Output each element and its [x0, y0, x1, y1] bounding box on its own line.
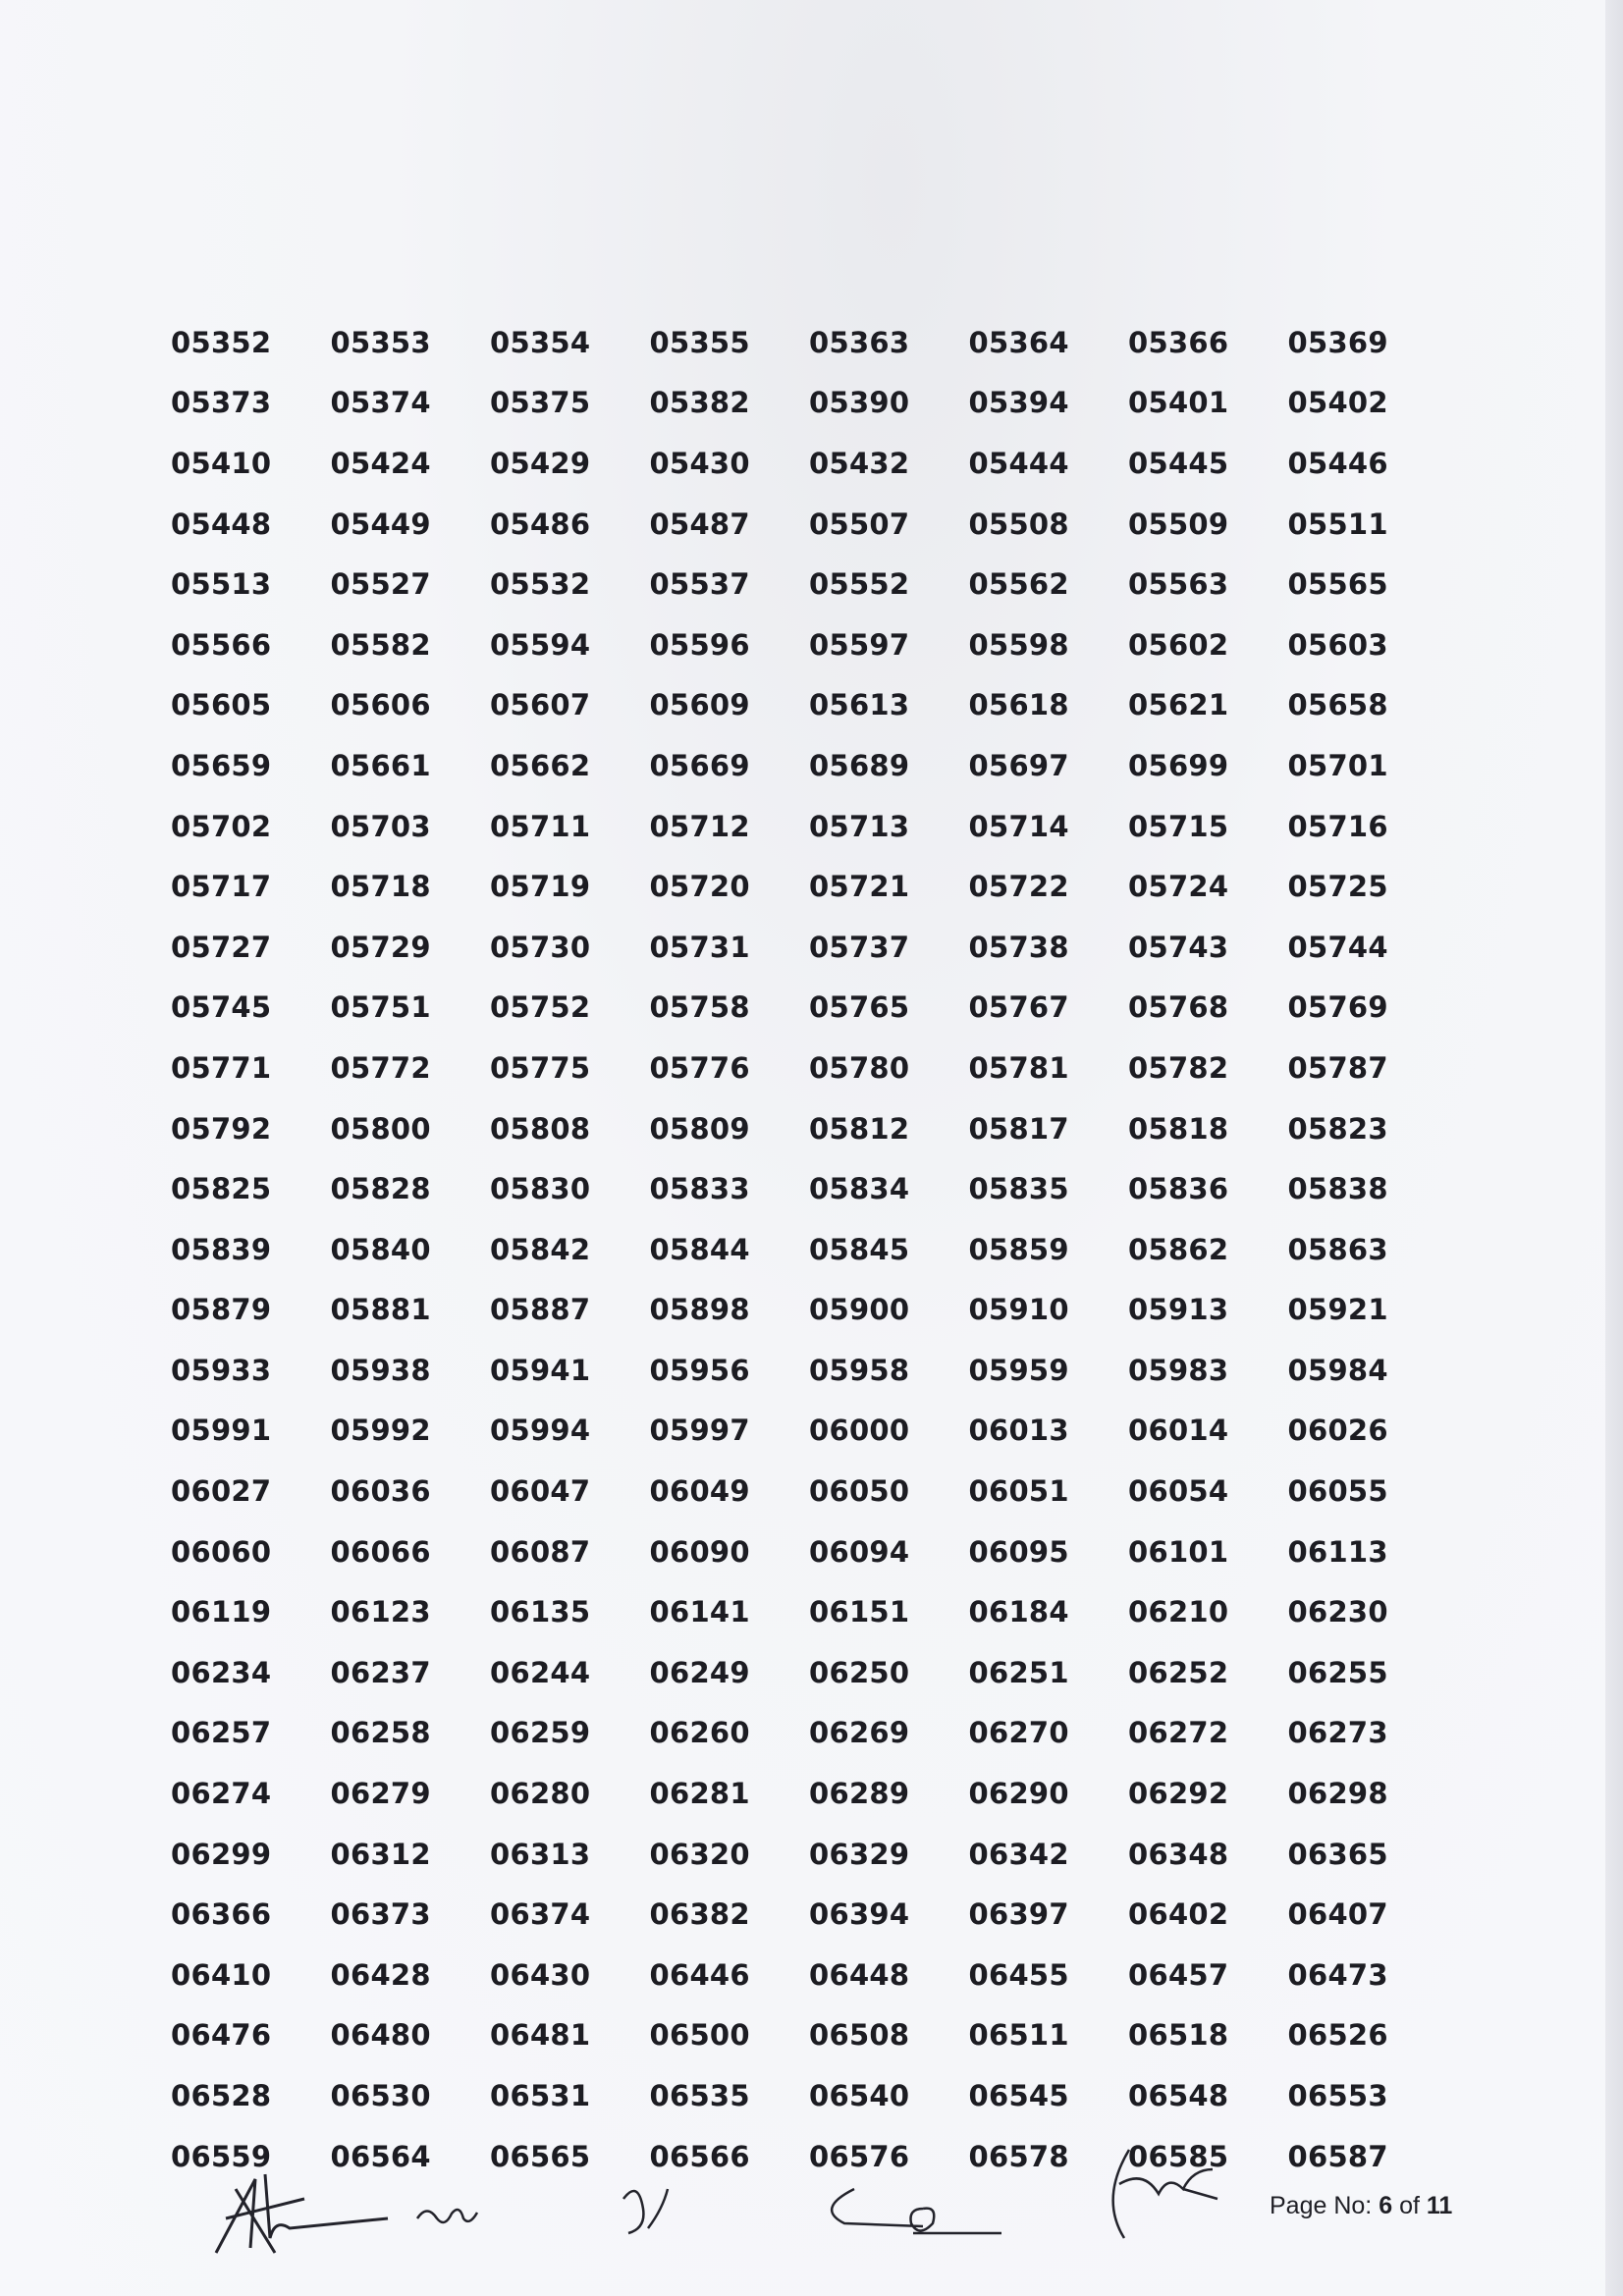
- roll-number: 06585: [1128, 2139, 1229, 2173]
- number-row: [171, 1642, 1447, 1703]
- roll-number: 06407: [1287, 1897, 1388, 1932]
- roll-number: 05598: [968, 627, 1069, 662]
- number-row: [171, 1038, 1447, 1098]
- roll-number: 05834: [809, 1172, 910, 1206]
- roll-number: 05956: [649, 1353, 750, 1387]
- roll-number: 06257: [171, 1716, 272, 1750]
- roll-number: 06518: [1128, 2018, 1229, 2053]
- roll-number: 06476: [171, 2018, 272, 2053]
- roll-number: 06480: [330, 2018, 431, 2053]
- roll-number: 06055: [1287, 1474, 1388, 1509]
- roll-number: 06565: [490, 2139, 591, 2173]
- roll-number: 05772: [330, 1050, 431, 1085]
- roll-number: 05782: [1128, 1050, 1229, 1085]
- roll-number: 06210: [1128, 1595, 1229, 1629]
- roll-number: 05448: [171, 507, 272, 541]
- roll-number: 05714: [968, 809, 1069, 843]
- roll-number: 06545: [968, 2079, 1069, 2113]
- number-row: [171, 1581, 1447, 1642]
- roll-number: 05507: [809, 507, 910, 541]
- roll-number: 05765: [809, 990, 910, 1025]
- roll-number: 06036: [330, 1474, 431, 1509]
- roll-number: 06141: [649, 1595, 750, 1629]
- roll-number: 06373: [330, 1897, 431, 1932]
- roll-number: 06095: [968, 1534, 1069, 1569]
- roll-number: 05800: [330, 1111, 431, 1146]
- roll-number: 05532: [490, 567, 591, 602]
- roll-number: 06455: [968, 1957, 1069, 1992]
- roll-number: 05701: [1287, 748, 1388, 782]
- roll-number: 06531: [490, 2079, 591, 2113]
- roll-number: 05562: [968, 567, 1069, 602]
- roll-number: 05566: [171, 627, 272, 662]
- roll-number: 05513: [171, 567, 272, 602]
- roll-number: 06394: [809, 1897, 910, 1932]
- roll-number: 05898: [649, 1293, 750, 1327]
- roll-number: 05597: [809, 627, 910, 662]
- roll-number: 05662: [490, 748, 591, 782]
- roll-number: 05711: [490, 809, 591, 843]
- roll-number: 05618: [968, 688, 1069, 722]
- roll-number: 05382: [649, 386, 750, 420]
- number-row: [171, 1824, 1447, 1885]
- roll-number: 05828: [330, 1172, 431, 1206]
- roll-number: 06313: [490, 1837, 591, 1871]
- roll-number: 06530: [330, 2079, 431, 2113]
- roll-number: 05859: [968, 1232, 1069, 1266]
- roll-number: 06260: [649, 1716, 750, 1750]
- roll-number: 06365: [1287, 1837, 1388, 1871]
- roll-number: 06402: [1128, 1897, 1229, 1932]
- roll-number: 05659: [171, 748, 272, 782]
- roll-number: 05830: [490, 1172, 591, 1206]
- page-edge-shadow: [1605, 0, 1623, 2296]
- roll-number: 05781: [968, 1050, 1069, 1085]
- roll-number: 05994: [490, 1414, 591, 1448]
- number-row: [171, 978, 1447, 1039]
- roll-number: 05862: [1128, 1232, 1229, 1266]
- roll-number: 05743: [1128, 930, 1229, 964]
- roll-number: 06027: [171, 1474, 272, 1509]
- roll-number: 05839: [171, 1232, 272, 1266]
- roll-number: 05836: [1128, 1172, 1229, 1206]
- roll-number: 05833: [649, 1172, 750, 1206]
- roll-number: 06548: [1128, 2079, 1229, 2113]
- roll-number: 05730: [490, 930, 591, 964]
- roll-number: 06119: [171, 1595, 272, 1629]
- roll-number: 05744: [1287, 930, 1388, 964]
- roll-number: 06564: [330, 2139, 431, 2173]
- roll-number: 05721: [809, 870, 910, 904]
- roll-number: 05669: [649, 748, 750, 782]
- roll-number: 05997: [649, 1414, 750, 1448]
- roll-number: 05729: [330, 930, 431, 964]
- roll-number: 05594: [490, 627, 591, 662]
- roll-number: 05840: [330, 1232, 431, 1266]
- roll-number: 06269: [809, 1716, 910, 1750]
- roll-number: 06526: [1287, 2018, 1388, 2053]
- roll-number: 05410: [171, 446, 272, 480]
- number-row: [171, 675, 1447, 736]
- roll-number: 05444: [968, 446, 1069, 480]
- roll-number: 06299: [171, 1837, 272, 1871]
- roll-number: 05702: [171, 809, 272, 843]
- number-row: [171, 2005, 1447, 2066]
- roll-number: 06237: [330, 1655, 431, 1689]
- page-number-label: Page No:: [1270, 2192, 1373, 2219]
- roll-number: 05364: [968, 325, 1069, 359]
- number-row: [171, 1461, 1447, 1522]
- roll-number: 06094: [809, 1534, 910, 1569]
- roll-number: 05563: [1128, 567, 1229, 602]
- roll-number: 06446: [649, 1957, 750, 1992]
- roll-number: 06054: [1128, 1474, 1229, 1509]
- roll-number: 05509: [1128, 507, 1229, 541]
- roll-number: 06430: [490, 1957, 591, 1992]
- roll-number: 05661: [330, 748, 431, 782]
- roll-number: 05363: [809, 325, 910, 359]
- roll-number: 06250: [809, 1655, 910, 1689]
- roll-number: 05838: [1287, 1172, 1388, 1206]
- roll-number: 05745: [171, 990, 272, 1025]
- roll-number: 05818: [1128, 1111, 1229, 1146]
- roll-number: 05751: [330, 990, 431, 1025]
- number-row: [171, 1522, 1447, 1582]
- roll-number: 05353: [330, 325, 431, 359]
- roll-number: 05552: [809, 567, 910, 602]
- number-row: [171, 1401, 1447, 1462]
- roll-number: 05991: [171, 1414, 272, 1448]
- roll-number: 05845: [809, 1232, 910, 1266]
- number-row: [171, 856, 1447, 917]
- roll-number: 05983: [1128, 1353, 1229, 1387]
- roll-number: 06566: [649, 2139, 750, 2173]
- roll-number: 06382: [649, 1897, 750, 1932]
- roll-number: 06329: [809, 1837, 910, 1871]
- roll-number: 05817: [968, 1111, 1069, 1146]
- roll-number: 05737: [809, 930, 910, 964]
- roll-number: 05913: [1128, 1293, 1229, 1327]
- roll-number: 06576: [809, 2139, 910, 2173]
- roll-number: 06273: [1287, 1716, 1388, 1750]
- roll-number: 05842: [490, 1232, 591, 1266]
- roll-number: 06366: [171, 1897, 272, 1932]
- roll-number: 06252: [1128, 1655, 1229, 1689]
- roll-number: 06540: [809, 2079, 910, 2113]
- roll-number: 05792: [171, 1111, 272, 1146]
- roll-number: 05430: [649, 446, 750, 480]
- roll-number: 06184: [968, 1595, 1069, 1629]
- signature-4: [1090, 2140, 1237, 2248]
- roll-number: 05720: [649, 870, 750, 904]
- page-number: [1270, 2192, 1452, 2220]
- roll-number: 05449: [330, 507, 431, 541]
- roll-number: 05432: [809, 446, 910, 480]
- roll-number: 05887: [490, 1293, 591, 1327]
- roll-number: 05958: [809, 1353, 910, 1387]
- roll-number: 05699: [1128, 748, 1229, 782]
- roll-number: 05823: [1287, 1111, 1388, 1146]
- roll-number: 06410: [171, 1957, 272, 1992]
- roll-number: 06049: [649, 1474, 750, 1509]
- number-row: [171, 494, 1447, 555]
- roll-number: 05602: [1128, 627, 1229, 662]
- roll-number: 05486: [490, 507, 591, 541]
- roll-number: 05959: [968, 1353, 1069, 1387]
- roll-number: 06013: [968, 1414, 1069, 1448]
- roll-number: 05605: [171, 688, 272, 722]
- roll-number: 06508: [809, 2018, 910, 2053]
- roll-number: 05613: [809, 688, 910, 722]
- page-number-total: 11: [1426, 2192, 1453, 2219]
- number-row: [171, 1763, 1447, 1824]
- roll-number: 06289: [809, 1777, 910, 1811]
- roll-number: 05809: [649, 1111, 750, 1146]
- roll-number: 05565: [1287, 567, 1388, 602]
- signature-2: [609, 2169, 687, 2248]
- roll-number: 05658: [1287, 688, 1388, 722]
- roll-number: 06528: [171, 2079, 272, 2113]
- roll-number: 05808: [490, 1111, 591, 1146]
- roll-number: 05921: [1287, 1293, 1388, 1327]
- roll-number: 05394: [968, 386, 1069, 420]
- roll-number: 06255: [1287, 1655, 1388, 1689]
- roll-number: 06014: [1128, 1414, 1229, 1448]
- roll-number: 05716: [1287, 809, 1388, 843]
- roll-number: 06587: [1287, 2139, 1388, 2173]
- roll-number: 06292: [1128, 1777, 1229, 1811]
- roll-number: 05738: [968, 930, 1069, 964]
- roll-number: 06312: [330, 1837, 431, 1871]
- roll-number: 06281: [649, 1777, 750, 1811]
- number-row: [171, 1158, 1447, 1219]
- roll-number: 06559: [171, 2139, 272, 2173]
- roll-number: 05879: [171, 1293, 272, 1327]
- roll-number: 06457: [1128, 1957, 1229, 1992]
- number-row: [171, 614, 1447, 675]
- roll-number: 06511: [968, 2018, 1069, 2053]
- roll-number: 05992: [330, 1414, 431, 1448]
- roll-number: 05487: [649, 507, 750, 541]
- signature-1: [196, 2160, 511, 2268]
- number-row: [171, 796, 1447, 857]
- roll-number: 06320: [649, 1837, 750, 1871]
- roll-number: 05596: [649, 627, 750, 662]
- roll-number: 06473: [1287, 1957, 1388, 1992]
- roll-number: 05769: [1287, 990, 1388, 1025]
- roll-number: 05725: [1287, 870, 1388, 904]
- roll-number: 06258: [330, 1716, 431, 1750]
- roll-number: 06047: [490, 1474, 591, 1509]
- number-row: [171, 373, 1447, 434]
- roll-number: 05374: [330, 386, 431, 420]
- roll-number: 05825: [171, 1172, 272, 1206]
- roll-number: 05863: [1287, 1232, 1388, 1266]
- roll-number: 05787: [1287, 1050, 1388, 1085]
- roll-number: 06280: [490, 1777, 591, 1811]
- roll-number: 05731: [649, 930, 750, 964]
- roll-number: 05941: [490, 1353, 591, 1387]
- roll-number: 05401: [1128, 386, 1229, 420]
- roll-number: 06066: [330, 1534, 431, 1569]
- roll-number: 05758: [649, 990, 750, 1025]
- roll-number: 06135: [490, 1595, 591, 1629]
- roll-number: 05752: [490, 990, 591, 1025]
- roll-number: 05607: [490, 688, 591, 722]
- roll-number: 05508: [968, 507, 1069, 541]
- roll-number: 05369: [1287, 325, 1388, 359]
- roll-number: 05703: [330, 809, 431, 843]
- number-row: [171, 1340, 1447, 1401]
- roll-number: 05697: [968, 748, 1069, 782]
- roll-number: 05445: [1128, 446, 1229, 480]
- roll-number: 06298: [1287, 1777, 1388, 1811]
- roll-number: 05354: [490, 325, 591, 359]
- roll-number: 05390: [809, 386, 910, 420]
- number-row: [171, 312, 1447, 373]
- roll-number: 06481: [490, 2018, 591, 2053]
- number-row: [171, 1280, 1447, 1341]
- roll-number: 06113: [1287, 1534, 1388, 1569]
- roll-number: 05715: [1128, 809, 1229, 843]
- roll-number: 06101: [1128, 1534, 1229, 1569]
- roll-number: 06279: [330, 1777, 431, 1811]
- roll-number: 06087: [490, 1534, 591, 1569]
- roll-number: 05603: [1287, 627, 1388, 662]
- roll-number: 06259: [490, 1716, 591, 1750]
- roll-number: 05724: [1128, 870, 1229, 904]
- roll-number: 05767: [968, 990, 1069, 1025]
- roll-number: 06374: [490, 1897, 591, 1932]
- roll-number: 06274: [171, 1777, 272, 1811]
- roll-number: 05446: [1287, 446, 1388, 480]
- roll-number: 06397: [968, 1897, 1069, 1932]
- roll-number-grid: [171, 312, 1447, 2186]
- roll-number: 05719: [490, 870, 591, 904]
- roll-number: 05366: [1128, 325, 1229, 359]
- roll-number: 05355: [649, 325, 750, 359]
- roll-number: 06272: [1128, 1716, 1229, 1750]
- roll-number: 05375: [490, 386, 591, 420]
- roll-number: 05537: [649, 567, 750, 602]
- roll-number: 05768: [1128, 990, 1229, 1025]
- roll-number: 05352: [171, 325, 272, 359]
- number-row: [171, 2065, 1447, 2126]
- roll-number: 06500: [649, 2018, 750, 2053]
- roll-number: 06230: [1287, 1595, 1388, 1629]
- roll-number: 06090: [649, 1534, 750, 1569]
- roll-number: 05775: [490, 1050, 591, 1085]
- roll-number: 05609: [649, 688, 750, 722]
- roll-number: 06123: [330, 1595, 431, 1629]
- roll-number: 05771: [171, 1050, 272, 1085]
- roll-number: 06244: [490, 1655, 591, 1689]
- roll-number: 06051: [968, 1474, 1069, 1509]
- roll-number: 05606: [330, 688, 431, 722]
- roll-number: 05900: [809, 1293, 910, 1327]
- roll-number: 05844: [649, 1232, 750, 1266]
- number-row: [171, 1219, 1447, 1280]
- roll-number: 05984: [1287, 1353, 1388, 1387]
- roll-number: 06026: [1287, 1414, 1388, 1448]
- roll-number: 05780: [809, 1050, 910, 1085]
- roll-number: 05689: [809, 748, 910, 782]
- roll-number: 05835: [968, 1172, 1069, 1206]
- roll-number: 06535: [649, 2079, 750, 2113]
- roll-number: 06578: [968, 2139, 1069, 2173]
- roll-number: 05717: [171, 870, 272, 904]
- roll-number: 05722: [968, 870, 1069, 904]
- roll-number: 06060: [171, 1534, 272, 1569]
- roll-number: 06151: [809, 1595, 910, 1629]
- roll-number: 05727: [171, 930, 272, 964]
- number-row: [171, 1098, 1447, 1159]
- roll-number: 05938: [330, 1353, 431, 1387]
- roll-number: 05718: [330, 870, 431, 904]
- page-number-of: of: [1399, 2192, 1420, 2219]
- roll-number: 06342: [968, 1837, 1069, 1871]
- roll-number: 05712: [649, 809, 750, 843]
- roll-number: 05812: [809, 1111, 910, 1146]
- roll-number: 06290: [968, 1777, 1069, 1811]
- roll-number: 06348: [1128, 1837, 1229, 1871]
- number-row: [171, 433, 1447, 494]
- roll-number: 06251: [968, 1655, 1069, 1689]
- roll-number: 05713: [809, 809, 910, 843]
- roll-number: 06000: [809, 1414, 910, 1448]
- roll-number: 05621: [1128, 688, 1229, 722]
- number-row: [171, 735, 1447, 796]
- roll-number: 06448: [809, 1957, 910, 1992]
- roll-number: 05402: [1287, 386, 1388, 420]
- roll-number: 05527: [330, 567, 431, 602]
- roll-number: 05881: [330, 1293, 431, 1327]
- signature-3: [815, 2169, 1011, 2258]
- roll-number: 05776: [649, 1050, 750, 1085]
- number-row: [171, 1945, 1447, 2005]
- roll-number: 05429: [490, 446, 591, 480]
- roll-number: 05511: [1287, 507, 1388, 541]
- roll-number: 06249: [649, 1655, 750, 1689]
- roll-number: 06553: [1287, 2079, 1388, 2113]
- number-row: [171, 917, 1447, 978]
- roll-number: 06270: [968, 1716, 1069, 1750]
- page-number-current: 6: [1379, 2192, 1393, 2219]
- number-row: [171, 1884, 1447, 1945]
- roll-number: 06234: [171, 1655, 272, 1689]
- roll-number: 05424: [330, 446, 431, 480]
- roll-number: 06050: [809, 1474, 910, 1509]
- roll-number: 05910: [968, 1293, 1069, 1327]
- number-row: [171, 1703, 1447, 1764]
- roll-number: 05933: [171, 1353, 272, 1387]
- roll-number: 05373: [171, 386, 272, 420]
- roll-number: 06428: [330, 1957, 431, 1992]
- number-row: [171, 554, 1447, 614]
- roll-number: 05582: [330, 627, 431, 662]
